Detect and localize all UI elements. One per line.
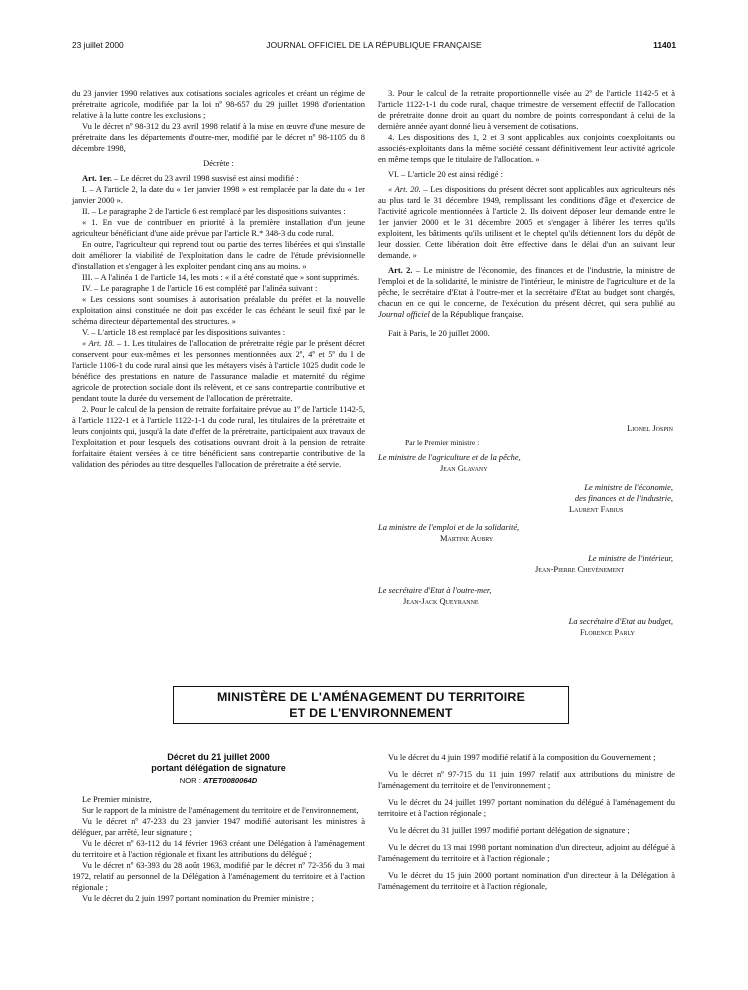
signature-name: Laurent Fabius bbox=[569, 504, 624, 514]
paragraph: Vu le décret nº 47-233 du 23 janvier 1947 modifié autorisant les ministres à déléguer, par arrêté, leur signature ; bbox=[72, 816, 365, 837]
paragraph: VI. – L'article 20 est ainsi rédigé : bbox=[388, 169, 503, 179]
ministry-line: ET DE L'ENVIRONNEMENT bbox=[289, 706, 453, 720]
text-column-left bbox=[72, 88, 365, 470]
paragraph: Vu le décret nº 63-112 du 14 février 1963 créant une Délégation à l'aménagement du territoire et à l'action régionale et fixant les attributions du délégué ; bbox=[72, 838, 365, 859]
running-header bbox=[72, 40, 676, 54]
article-text: – 1. Les titulaires de l'allocation de préretraite régie par le présent décret conservent pour eux-mêmes et les personnes mentionnées aux 2º, 4º et 5º du I de l'article 1106-1 du code rural ainsi que les métayers visés à l'article 1025 dudit code le bénéfice des prestations en nature de l'assurance maladie et maternité du régime agricole de protection sociale dont ils relèvent, et ce sans contrepartie contributive et pendant toute la durée du versement de l'allocation de préretraite. bbox=[72, 338, 365, 403]
signature-name: Florence Parly bbox=[580, 627, 635, 637]
article-text: – Les dispositions du présent décret sont applicables aux agriculteurs nés au plus tard le 31 décembre 1949, remplissant les conditions d'âge et d'exercice de l'activité agricole mentionnées à l'article 2. Ils doivent déposer leur demande entre le 1er janvier 2000 et le 31 décembre 2005 et s'engager à libérer les terres qu'ils exploitent, les bâtiments qu'ils utilisent et le cheptel qu'ils détiennent lors du dépôt de leur dossier. Cette libération doit être effective dans le délai d'un an suivant leur demande. » bbox=[378, 184, 675, 260]
paragraph: Vu le décret nº 97-715 du 11 juin 1997 relatif aux attributions du ministre de l'aménagement du territoire et de l'environnement ; bbox=[378, 769, 675, 790]
ministry-heading-box bbox=[173, 686, 569, 724]
signature-label: Par le Premier ministre : bbox=[405, 438, 480, 447]
paragraph: Vu le décret du 4 juin 1997 modifié relatif à la composition du Gouvernement ; bbox=[388, 752, 656, 762]
paragraph: III. – A l'alinéa 1 de l'article 14, les mots : « il a été constaté que » sont supprimés. bbox=[82, 272, 360, 282]
signature-role: des finances et de l'industrie, bbox=[574, 493, 673, 503]
nor-code: ATET0080064D bbox=[202, 776, 258, 785]
signature-role: La secrétaire d'Etat au budget, bbox=[568, 616, 673, 626]
decree-subtitle: portant délégation de signature bbox=[151, 763, 286, 773]
paragraph: 2. Pour le calcul de la pension de retraite forfaitaire prévue au 1º de l'article 1142-5, à l'article 1122-1 et à l'article 1122-1-1 du code rural, les titulaires de la préretraite et leurs conjoints qui, jusqu'à la date d'effet de la préretraite, participaient aux travaux de l'exploitation et pour lesquels des cotisations ouvrant droit à la pension de retraite forfaitaire étaient versées à ce titre bénéficient sans contrepartie contributive de la validation des périodes au titre desquelles l'allocation de préretraite a été servie. bbox=[72, 404, 365, 469]
article-label: « Art. 18. bbox=[82, 338, 115, 348]
signature-name: Jean-Pierre Chevènement bbox=[535, 564, 625, 574]
paragraph: II. – Le paragraphe 2 de l'article 6 est remplacé par les dispositions suivantes : bbox=[82, 206, 346, 216]
header-date: 23 juillet 2000 bbox=[72, 40, 124, 50]
decree-title: Décret du 21 juillet 2000 bbox=[167, 752, 270, 762]
nor-reference bbox=[72, 775, 365, 786]
paragraph: « Les cessions sont soumises à autorisation préalable du préfet et la nouvelle exploitation ainsi constituée ne doit pas excéder le cas échéant le seuil fixé par le schéma directeur départemental des structures. » bbox=[72, 294, 365, 326]
text-column-right-bottom bbox=[378, 752, 675, 892]
paragraph: V. – L'article 18 est remplacé par les dispositions suivantes : bbox=[82, 327, 286, 337]
signature-role: Le secrétaire d'Etat à l'outre-mer, bbox=[378, 585, 492, 595]
header-page-number: 11401 bbox=[653, 40, 676, 50]
signature-name: Jean Glavany bbox=[440, 463, 488, 473]
nor-label: NOR : bbox=[179, 776, 203, 785]
paragraph: Vu le décret du 13 mai 1998 portant nomination d'un directeur, adjoint au délégué à l'aménagement du territoire et à l'action régionale ; bbox=[378, 842, 675, 863]
article-text: – Le décret du 23 avril 1998 susvisé est ainsi modifié : bbox=[111, 173, 299, 183]
article-label: « Art. 20. bbox=[388, 184, 421, 194]
paragraph: IV. – Le paragraphe 1 de l'article 16 est complété par l'alinéa suivant : bbox=[82, 283, 318, 293]
ministry-line: MINISTÈRE DE L'AMÉNAGEMENT DU TERRITOIRE bbox=[216, 690, 526, 704]
signature-name: Jean-Jack Queyranne bbox=[403, 596, 479, 606]
decrete-heading: Décrète : bbox=[203, 158, 234, 168]
paragraph: 4. Les dispositions des 1, 2 et 3 sont applicables aux conjoints coexploitants ou associés-exploitants dans la même société cessant définitivement leur activité agricole en même temps que le titulaire de l'allocation. » bbox=[378, 132, 675, 164]
article-text: de la République française. bbox=[429, 309, 524, 319]
signature-place-date: Fait à Paris, le 20 juillet 2000. bbox=[388, 328, 490, 338]
paragraph: Le Premier ministre, bbox=[82, 794, 152, 804]
paragraph: I. – A l'article 2, la date du « 1er janvier 1998 » est remplacée par la date du « 1er janvier 2000 ». bbox=[72, 184, 365, 205]
paragraph: Vu le décret du 2 juin 1997 portant nomination du Premier ministre ; bbox=[82, 893, 314, 903]
text-column-right bbox=[378, 88, 675, 339]
paragraph: Vu le décret du 24 juillet 1997 portant nomination du délégué à l'aménagement du territoire et à l'action régionale ; bbox=[378, 797, 675, 818]
article-label: Art. 2. bbox=[388, 265, 413, 275]
signature-role: Le ministre de l'économie, bbox=[584, 482, 673, 492]
signature-role: La ministre de l'emploi et de la solidarité, bbox=[378, 522, 520, 532]
article-text: – Le ministre de l'économie, des finances et de l'industrie, la ministre de l'emploi et de la solidarité, le ministre de l'intérieur, le ministre de l'agriculture et de la pêche, le secrétaire d'Etat à l'outre-mer et la secrétaire d'Etat au budget sont chargés, chacun en ce qui le concerne, de l'exécution du présent décret, qui sera publié au bbox=[378, 265, 675, 308]
paragraph: « 1. En vue de contribuer en priorité à la première installation d'un jeune agriculteur bénéficiant d'une aide prévue par l'article R.* 348-3 du code rural. bbox=[72, 217, 365, 238]
header-journal-title: JOURNAL OFFICIEL DE LA RÉPUBLIQUE FRANÇAISE bbox=[266, 40, 482, 50]
signature-name: Martine Aubry bbox=[440, 533, 494, 543]
paragraph: Vu le décret du 31 juillet 1997 modifié portant délégation de signature ; bbox=[388, 825, 630, 835]
article-label: Art. 1er. bbox=[82, 173, 112, 183]
signature-role: Le ministre de l'intérieur, bbox=[588, 553, 673, 563]
paragraph: Vu le décret nº 63-393 du 28 août 1963, modifié par le décret nº 72-356 du 3 mai 1972, relatif au personnel de la Délégation à l'aménagement du territoire et à l'action régionale ; bbox=[72, 860, 365, 892]
paragraph: 3. Pour le calcul de la retraite proportionnelle visée au 2º de l'article 1142-5 et à l'article 1122-1-1 du code rural, chaque trimestre de versement effectif de l'allocation de préretraite donne droit au quart du nombre de points correspondant à celui de la dernière année ayant donné lieu à versement de cotisations. bbox=[378, 88, 675, 131]
paragraph: Vu le décret du 15 juin 2000 portant nomination d'un directeur à la Délégation à l'aménagement du territoire et à l'action régionale, bbox=[378, 870, 675, 891]
journal-officiel-ref: Journal officiel bbox=[378, 309, 430, 319]
text-column-left-bottom bbox=[72, 752, 365, 904]
paragraph: Vu le décret nº 98-312 du 23 avril 1998 relatif à la mise en œuvre d'une mesure de préretraite dans les départements d'outre-mer, modifié par le décret nº 98-1105 du 8 décembre 1998, bbox=[72, 121, 365, 153]
paragraph: Sur le rapport de la ministre de l'aménagement du territoire et de l'environnement, bbox=[82, 805, 359, 815]
paragraph: du 23 janvier 1990 relatives aux cotisations sociales agricoles et créant un régime de préretraite agricole, modifiée par la loi nº 98-657 du 29 juillet 1998 d'orientation relative à la lutte contre les exclusions ; bbox=[72, 88, 365, 120]
signature-prime-minister: Lionel Jospin bbox=[627, 423, 673, 433]
signature-role: Le ministre de l'agriculture et de la pêche, bbox=[378, 452, 521, 462]
paragraph: En outre, l'agriculteur qui reprend tout ou partie des terres libérées et qui s'installe doit améliorer la viabilité de l'exploitation dans le cadre de l'étude prévisionnelle d'installation et s'engager à les exploiter pendant cinq ans au moins. » bbox=[72, 239, 365, 271]
